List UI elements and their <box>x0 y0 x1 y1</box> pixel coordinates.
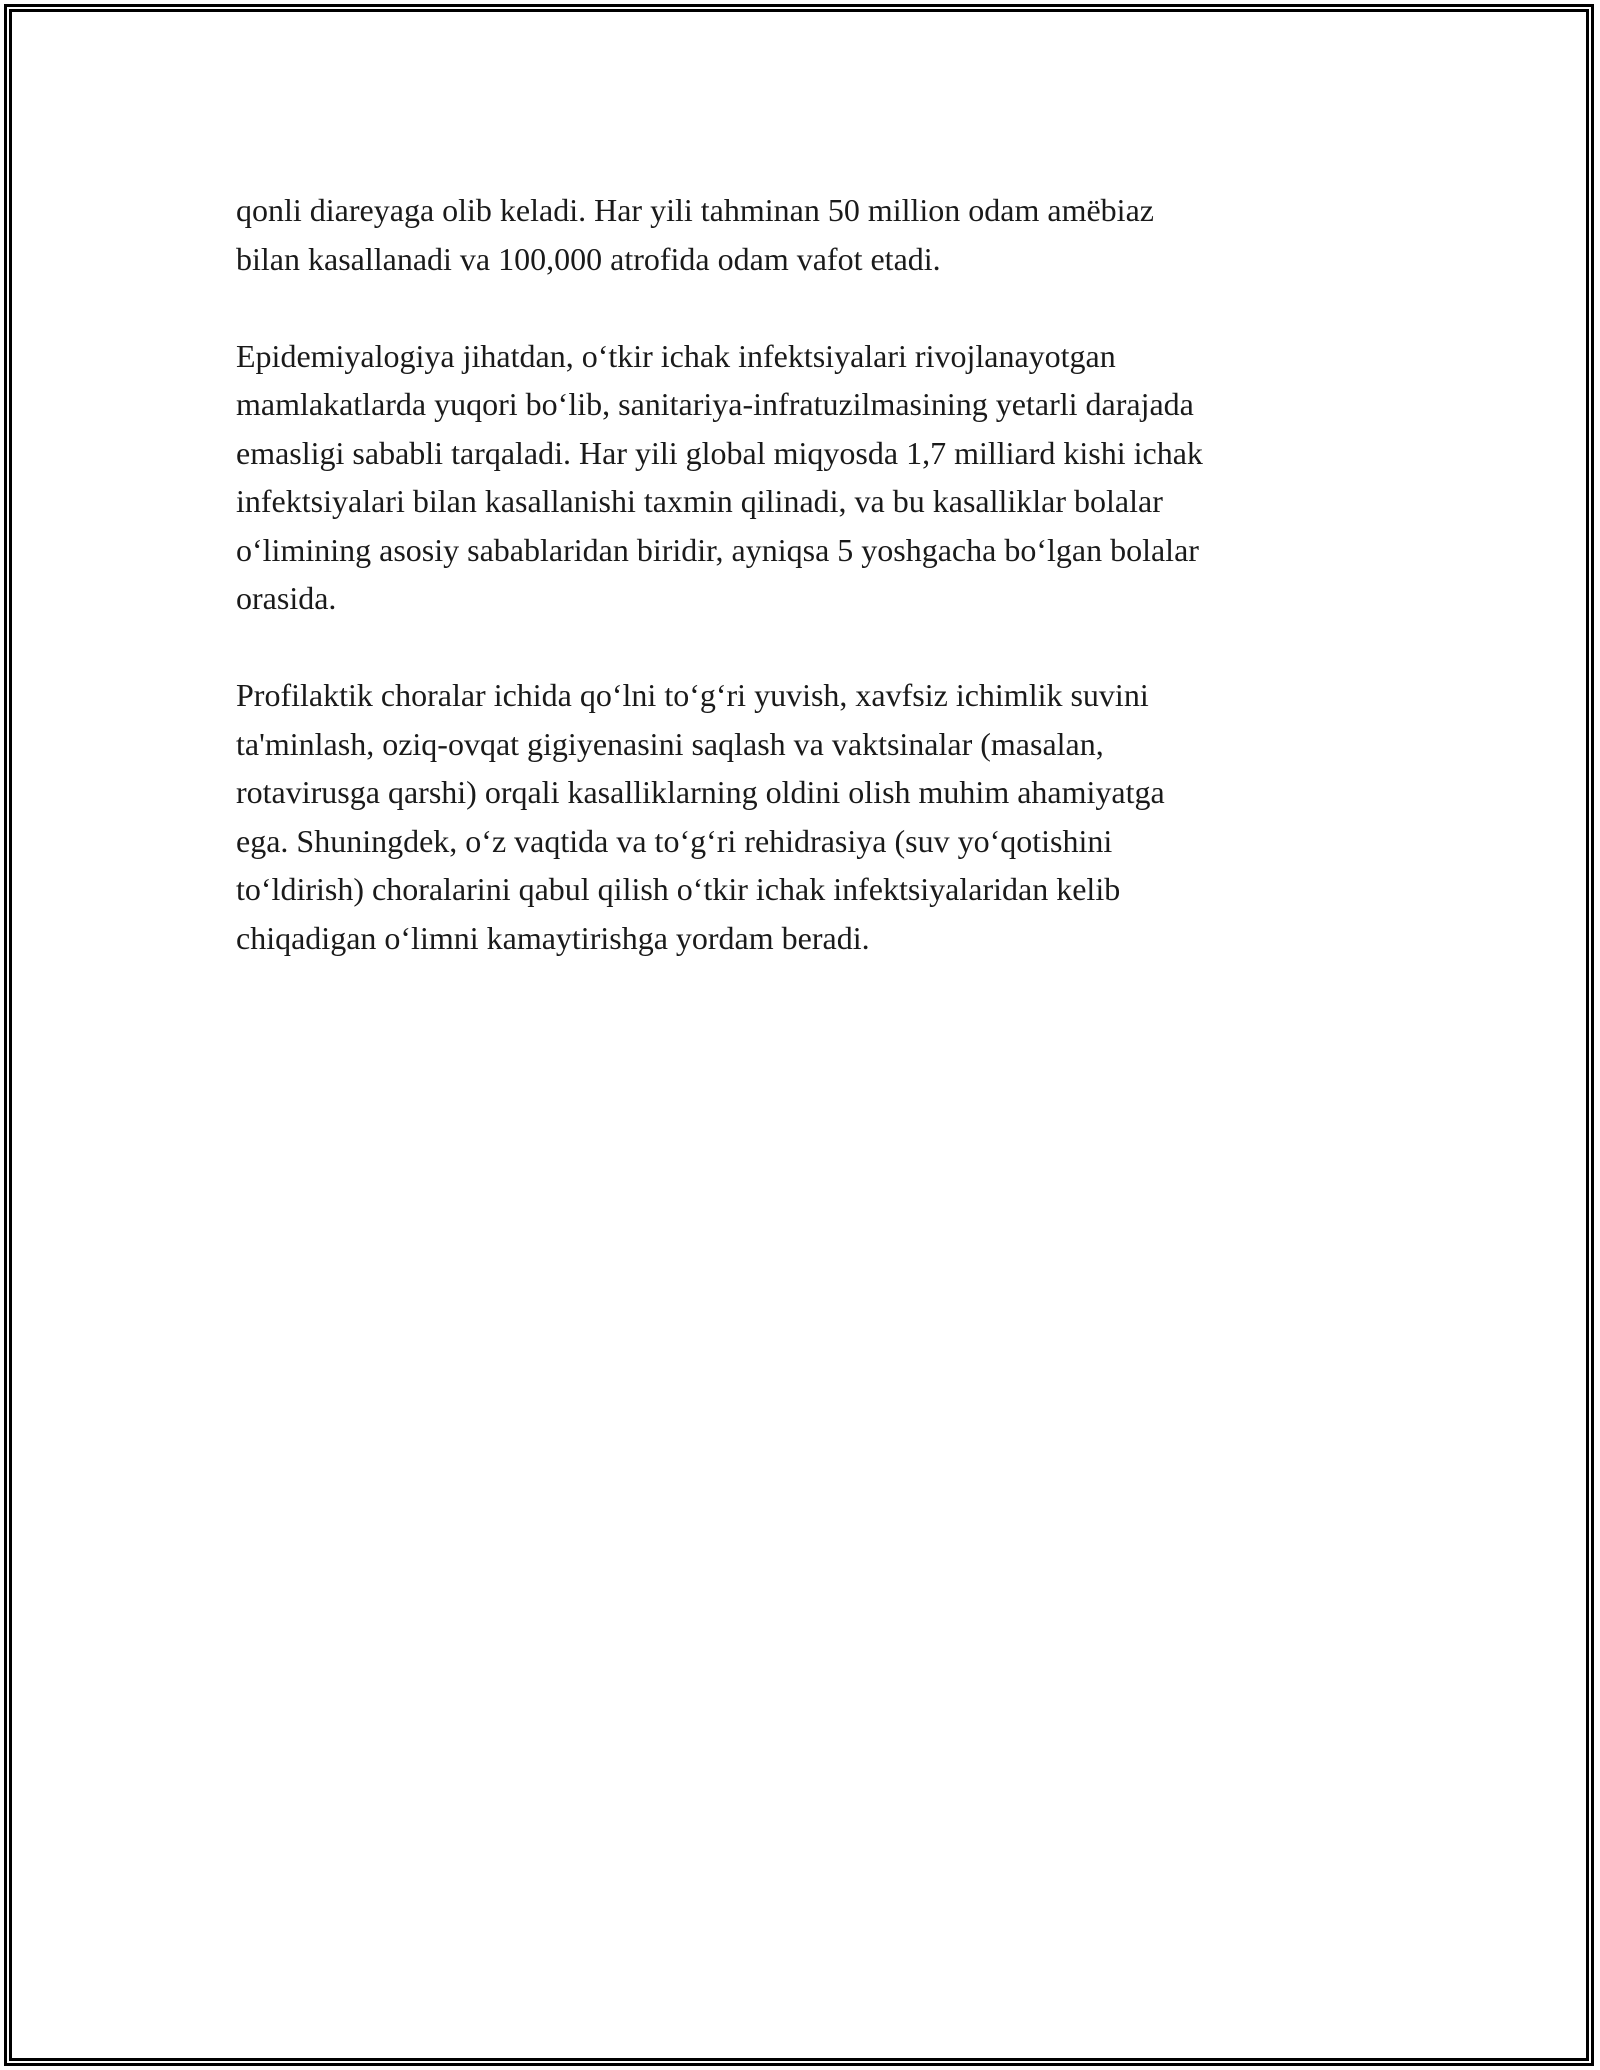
text-line: rotavirusga qarshi) orqali kasalliklarning oldini olish muhim ahamiyatga <box>236 774 1165 810</box>
text-line: o‘limining asosiy sabablaridan biridir, ayniqsa 5 yoshgacha bo‘lgan bolalar <box>236 531 1199 568</box>
paragraph-amebiasis <box>236 186 1376 283</box>
text-line: mamlakatlarda yuqori bo‘lib, sanitariya-infratuzilmasining yetarli darajada <box>236 386 1194 422</box>
paragraph-prevention <box>236 671 1376 962</box>
text-line: ta'minlash, oziq-ovqat gigiyenasini saqlash va vaktsinalar (masalan, <box>236 725 1104 762</box>
text-line: ega. Shuningdek, o‘z vaqtida va to‘g‘ri rehidrasiya (suv yo‘qotishini <box>236 822 1113 859</box>
text-line: qonli diareyaga olib keladi. Har yili tahminan 50 million odam amëbiaz <box>236 192 1154 228</box>
document-body <box>236 186 1376 1011</box>
text-line: orasida. <box>236 580 337 616</box>
text-line: Profilaktik choralar ichida qo‘lni to‘g‘ri yuvish, xavfsiz ichimlik suvini <box>236 677 1149 713</box>
text-line: bilan kasallanadi va 100,000 atrofida odam vafot etadi. <box>236 240 941 277</box>
text-line: to‘ldirish) choralarini qabul qilish o‘tkir ichak infektsiyalaridan kelib <box>236 871 1121 907</box>
paragraph-epidemiology <box>236 332 1376 623</box>
text-line: chiqadigan o‘limni kamaytirishga yordam beradi. <box>236 919 870 956</box>
text-line: emasligi sababli tarqaladi. Har yili global miqyosda 1,7 milliard kishi ichak <box>236 434 1203 471</box>
text-line: Epidemiyalogiya jihatdan, o‘tkir ichak infektsiyalari rivojlanayotgan <box>236 337 1116 374</box>
text-line: infektsiyalari bilan kasallanishi taxmin qilinadi, va bu kasalliklar bolalar <box>236 483 1163 519</box>
